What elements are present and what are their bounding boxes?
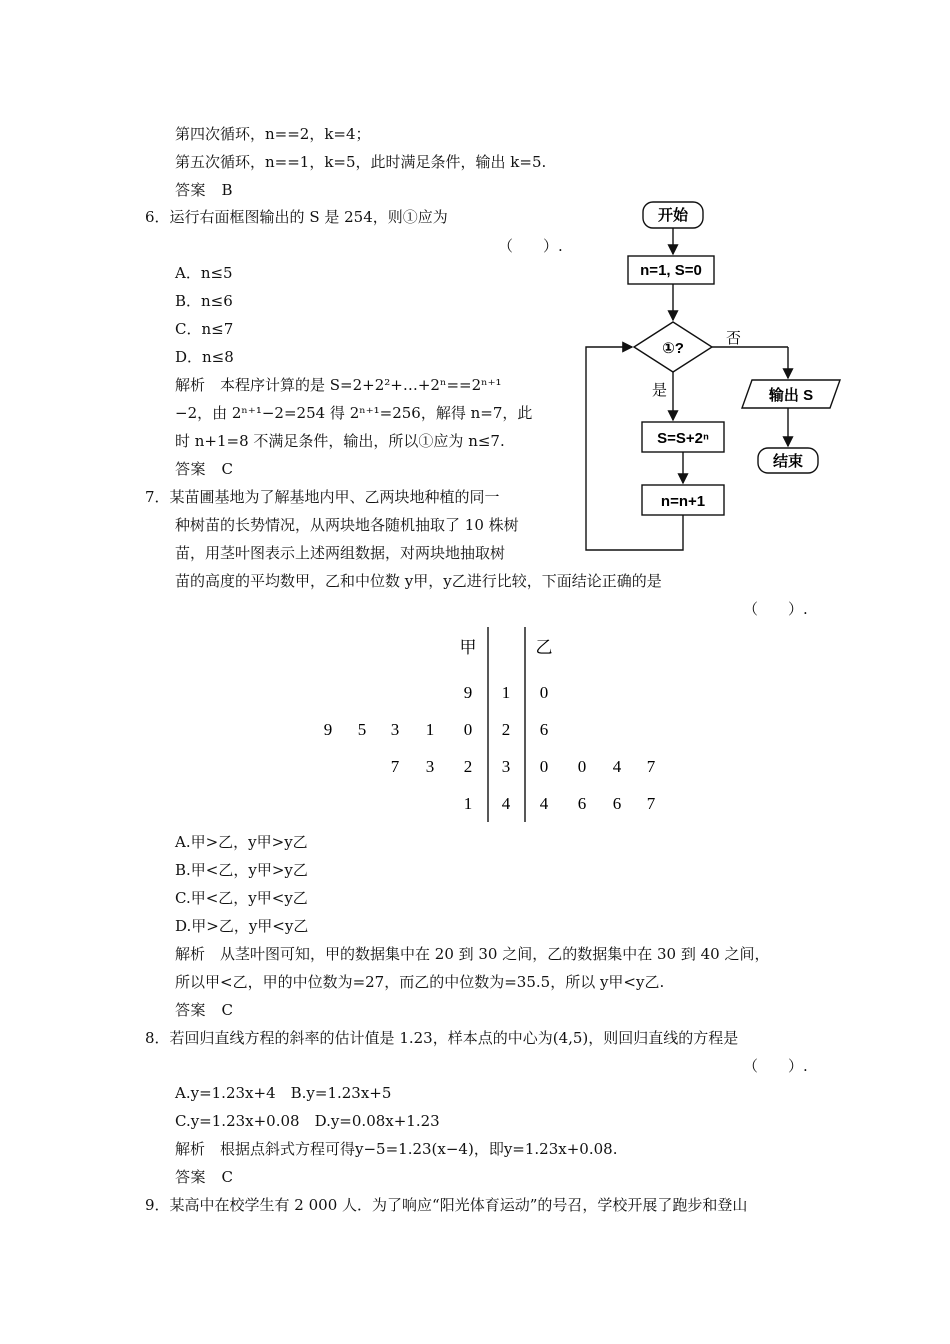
text-line: 第五次循环，n==1，k=5，此时满足条件，输出 k=5. (175, 153, 547, 171)
question-7-line: 种树苗的长势情况，从两块地各随机抽取了 10 株树 (175, 516, 519, 534)
question-9: 9．某高中在校学生有 2 000 人．为了响应“阳光体育运动”的号召，学校开展了跑步和登山 (145, 1196, 748, 1214)
header-right: 乙 (535, 638, 553, 657)
solution-line: 所以甲<乙，甲的中位数为=27，而乙的中位数为=35.5，所以 y甲<y乙. (175, 973, 665, 991)
condition-label: ①? (662, 340, 684, 357)
leaf-left: 3 (425, 757, 435, 776)
yes-label: 是 (652, 382, 668, 399)
update-n-label: n=n+1 (660, 493, 706, 510)
option-c: C.甲<乙，y甲<y乙 (175, 889, 308, 907)
option-d: D.甲>乙，y甲<y乙 (175, 917, 309, 935)
text-line: 第四次循环，n==2，k=4； (175, 125, 371, 143)
option-a: A．n≤5 (175, 264, 233, 282)
answer-line: 答案 C (175, 1001, 234, 1019)
option-b: B．n≤6 (175, 292, 233, 310)
option-a: A.甲>乙，y甲>y乙 (175, 833, 308, 851)
leaf-left: 9 (463, 683, 473, 702)
stem-value: 3 (501, 757, 511, 776)
answer-paren: （ ）. (743, 600, 808, 618)
leaf-left: 1 (463, 794, 473, 813)
solution-line: 解析 根据点斜式方程可得y−5=1.23(x−4)，即y=1.23x+0.08. (175, 1140, 618, 1158)
leaf-left: 5 (357, 720, 367, 739)
solution-line: 解析 从茎叶图可知，甲的数据集中在 20 到 30 之间，乙的数据集中在 30 到 40 之间， (175, 945, 770, 963)
leaf-right: 7 (646, 794, 656, 813)
leaf-right: 7 (646, 757, 656, 776)
leaf-left: 0 (463, 720, 473, 739)
option-c: C．n≤7 (175, 320, 234, 338)
stem-value: 4 (501, 794, 511, 813)
leaf-right: 0 (539, 757, 549, 776)
option-d: D．n≤8 (175, 348, 234, 366)
question-7-line: 苗，用茎叶图表示上述两组数据，对两块地抽取树 (175, 544, 506, 562)
solution-line: −2，由 2ⁿ⁺¹−2=254 得 2ⁿ⁺¹=256，解得 n=7，此 (175, 404, 533, 422)
no-label: 否 (726, 330, 742, 347)
start-label: 开始 (657, 207, 689, 224)
question-6: 6．运行右面框图输出的 S 是 254，则①应为 (145, 208, 448, 226)
leaf-left: 2 (463, 757, 473, 776)
init-label: n=1, S=0 (640, 262, 702, 279)
question-7: 7．某苗圃基地为了解基地内甲、乙两块地种植的同一 (145, 488, 500, 506)
end-label: 结束 (772, 453, 804, 470)
update-s-label: S=S+2ⁿ (657, 430, 709, 447)
options-ab: A.y=1.23x+4 B.y=1.23x+5 (175, 1084, 392, 1102)
leaf-right: 6 (539, 720, 549, 739)
answer-line: 答案 C (175, 1168, 234, 1186)
answer-paren: （ ）. (498, 237, 563, 255)
option-b: B.甲<乙，y甲>y乙 (175, 861, 308, 879)
solution-line: 时 n+1=8 不满足条件，输出，所以①应为 n≤7. (175, 432, 505, 450)
answer-paren: （ ）. (743, 1057, 808, 1075)
answer-line: 答案 B (175, 181, 234, 199)
leaf-left: 3 (390, 720, 400, 739)
question-8: 8．若回归直线方程的斜率的估计值是 1.23，样本点的中心为(4,5)，则回归直线的方程是 (145, 1029, 739, 1047)
header-left: 甲 (459, 638, 477, 657)
question-7-line: 苗的高度的平均数甲，乙和中位数 y甲，y乙进行比较，下面结论正确的是 (175, 572, 662, 590)
leaf-right: 6 (612, 794, 622, 813)
leaf-right: 4 (539, 794, 549, 813)
solution-line: 解析 本程序计算的是 S=2+2²+…+2ⁿ==2ⁿ⁺¹ (175, 376, 502, 394)
leaf-right: 0 (577, 757, 587, 776)
stem-value: 2 (501, 720, 511, 739)
leaf-left: 1 (425, 720, 435, 739)
options-cd: C.y=1.23x+0.08 D.y=0.08x+1.23 (175, 1112, 440, 1130)
output-label: 输出 S (768, 387, 814, 404)
flowchart (570, 192, 870, 562)
leaf-right: 4 (612, 757, 622, 776)
leaf-left: 7 (390, 757, 400, 776)
loop-back-line (586, 347, 683, 550)
leaf-right: 6 (577, 794, 587, 813)
stem-value: 1 (501, 683, 511, 702)
stem-leaf-plot (300, 622, 680, 832)
leaf-right: 0 (539, 683, 549, 702)
answer-line: 答案 C (175, 460, 234, 478)
leaf-left: 9 (323, 720, 333, 739)
